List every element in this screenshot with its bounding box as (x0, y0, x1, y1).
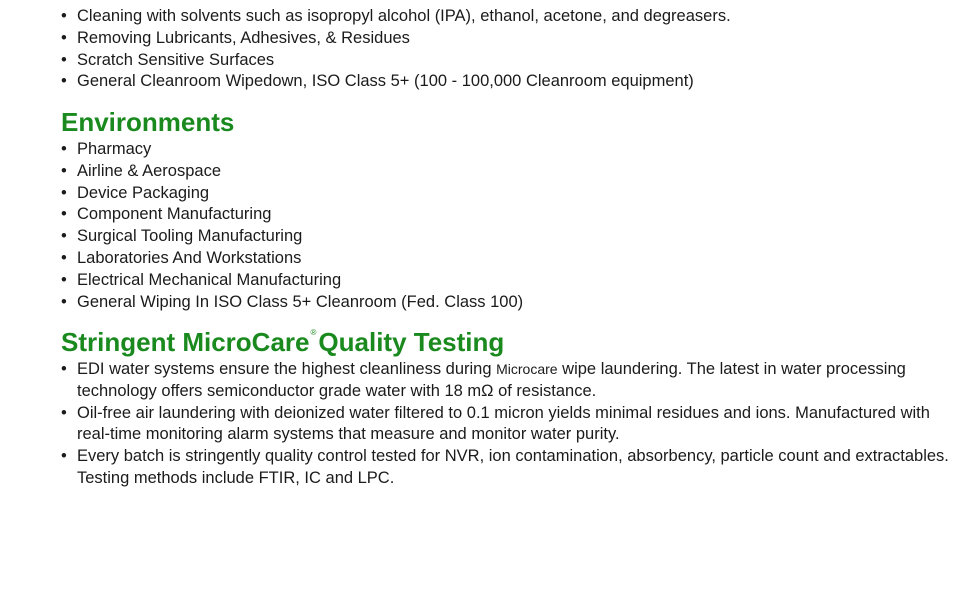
list-item: • Electrical Mechanical Manufacturing (61, 270, 961, 292)
brand-name: Microcare (496, 361, 558, 377)
list-item: • Scratch Sensitive Surfaces (61, 50, 961, 72)
quality-heading-part2: Quality Testing (318, 327, 505, 357)
list-item: • Component Manufacturing (61, 204, 961, 226)
list-item: • Airline & Aerospace (61, 161, 961, 183)
list-item: • General Wiping In ISO Class 5+ Cleanroom (Fed. Class 100) (61, 292, 961, 314)
registered-mark: ® (310, 328, 317, 337)
list-item: • Removing Lubricants, Adhesives, & Residues (61, 28, 961, 50)
item-text: EDI water systems ensure the highest cleanliness during (77, 360, 497, 378)
uses-section (61, 6, 961, 93)
list-item (61, 359, 951, 403)
list-item: • Surgical Tooling Manufacturing (61, 226, 961, 248)
environments-heading-wrap (61, 107, 234, 137)
list-item: • General Cleanroom Wipedown, ISO Class 5+ (100 - 100,000 Cleanroom equipment) (61, 71, 961, 93)
environments-heading: Environments (61, 107, 235, 137)
quality-list (61, 359, 951, 490)
list-item: • Oil-free air laundering with deionized water filtered to 0.1 micron yields minimal residues and ions. Manufactured with real-time monitoring alarm systems that measure and monitor water purity. (61, 403, 951, 447)
quality-heading-part1: Stringent MicroCare (61, 327, 310, 357)
environments-list (61, 139, 961, 313)
list-item: • Every batch is stringently quality control tested for NVR, ion contamination, absorbency, particle count and extractables. Testing methods include FTIR, IC and LPC. (61, 446, 951, 490)
list-item: • Device Packaging (61, 183, 961, 205)
environments-section (61, 139, 961, 313)
quality-section (61, 359, 951, 490)
list-item: • Pharmacy (61, 139, 961, 161)
list-item: • Cleaning with solvents such as isopropyl alcohol (IPA), ethanol, acetone, and degreasers. (61, 6, 961, 28)
list-item: • Laboratories And Workstations (61, 248, 961, 270)
quality-testing-heading (61, 327, 504, 357)
quality-heading-wrap (61, 327, 504, 357)
uses-list (61, 6, 961, 93)
item-text: wipe laundering. The latest in water processing technology offers semiconductor grade water with 18 mΩ of resistance. (77, 360, 906, 400)
